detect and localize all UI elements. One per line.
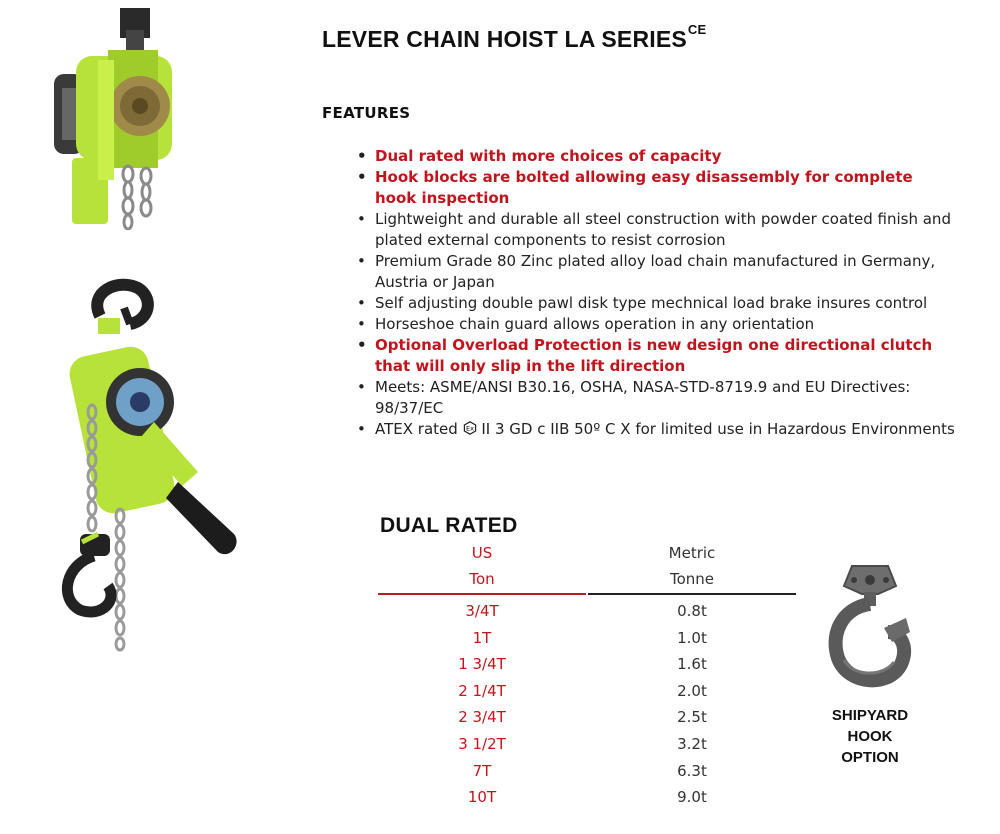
shipyard-hook-label xyxy=(808,705,932,768)
features-list xyxy=(355,146,955,441)
feature-text: Dual rated with more choices of capacity xyxy=(375,147,722,165)
feature-text: Horseshoe chain guard allows operation in any orientation xyxy=(375,315,815,333)
feature-item xyxy=(355,335,955,377)
metric-capacity: 6.3t xyxy=(677,761,707,780)
feature-item xyxy=(355,293,955,314)
feature-text: Premium Grade 80 Zinc plated alloy load chain manufactured in Germany, Austria or Japan xyxy=(375,252,936,291)
metric-header-rule xyxy=(588,593,796,595)
dual-rated-heading: DUAL RATED xyxy=(380,514,518,537)
us-capacity: 3/4T xyxy=(465,602,499,620)
feature-item xyxy=(355,167,955,209)
feature-text: Self adjusting double pawl disk type mechnical load brake insures control xyxy=(375,294,928,312)
table-row xyxy=(378,758,798,785)
feature-item xyxy=(355,209,955,251)
metric-header: Metric xyxy=(668,544,716,562)
us-capacity: 2 3/4T xyxy=(458,708,506,727)
atex-prefix: ATEX rated xyxy=(375,420,458,438)
us-capacity: 1T xyxy=(472,628,492,647)
ex-hexagon-icon xyxy=(463,420,477,441)
metric-header-unit: Tonne xyxy=(669,570,715,588)
shipyard-label-line: OPTION xyxy=(841,749,899,766)
features-heading: FEATURES xyxy=(322,104,411,122)
us-capacity: 7T xyxy=(472,761,492,780)
feature-text: Meets: ASME/ANSI B30.16, OSHA, NASA-STD-8719.9 and EU Directives: 98/37/EC xyxy=(375,378,911,417)
table-row xyxy=(378,625,798,652)
us-capacity: 10T xyxy=(467,788,497,807)
feature-item xyxy=(355,146,955,167)
shipyard-label-line: SHIPYARD xyxy=(831,707,909,724)
table-row xyxy=(378,678,798,705)
title-text: LEVER CHAIN HOIST LA SERIES xyxy=(322,26,687,52)
capacity-table xyxy=(378,598,798,811)
hoist-full-image xyxy=(58,272,248,652)
page-title xyxy=(322,22,707,53)
feature-item xyxy=(355,251,955,293)
us-capacity: 3 1/2T xyxy=(458,734,506,753)
ce-mark: CE xyxy=(687,22,707,37)
feature-item-atex xyxy=(355,419,955,441)
metric-capacity: 3.2t xyxy=(677,734,707,753)
feature-item xyxy=(355,377,955,419)
feature-text: Hook blocks are bolted allowing easy disassembly for complete hook inspection xyxy=(375,168,913,207)
feature-text: Lightweight and durable all steel construction with powder coated finish and plated external components to resist corrosion xyxy=(375,210,951,249)
table-row xyxy=(378,731,798,758)
svg-text:Ex: Ex xyxy=(465,424,474,433)
feature-item xyxy=(355,314,955,335)
table-row xyxy=(378,704,798,731)
hoist-top-image xyxy=(48,8,198,230)
us-header-unit: Ton xyxy=(469,570,495,588)
metric-capacity: 1.0t xyxy=(677,628,707,647)
shipyard-label-line: HOOK xyxy=(847,728,893,745)
metric-capacity: 2.5t xyxy=(677,708,707,727)
metric-capacity: 9.0t xyxy=(677,788,707,807)
metric-capacity: 2.0t xyxy=(677,681,707,700)
us-header: US xyxy=(471,544,493,562)
hook-icon xyxy=(822,558,918,692)
metric-capacity: 1.6t xyxy=(677,655,707,674)
atex-suffix: II 3 GD c IIB 50º C X for limited use in Hazardous Environments xyxy=(481,420,955,438)
us-header-rule xyxy=(378,593,586,595)
table-row xyxy=(378,598,798,625)
us-capacity: 1 3/4T xyxy=(458,655,506,674)
us-capacity: 2 1/4T xyxy=(458,681,506,700)
metric-capacity: 0.8t xyxy=(677,602,707,620)
feature-text: Optional Overload Protection is new design one directional clutch that will only slip in the lift direction xyxy=(375,336,933,375)
table-row xyxy=(378,784,798,811)
table-row xyxy=(378,651,798,678)
